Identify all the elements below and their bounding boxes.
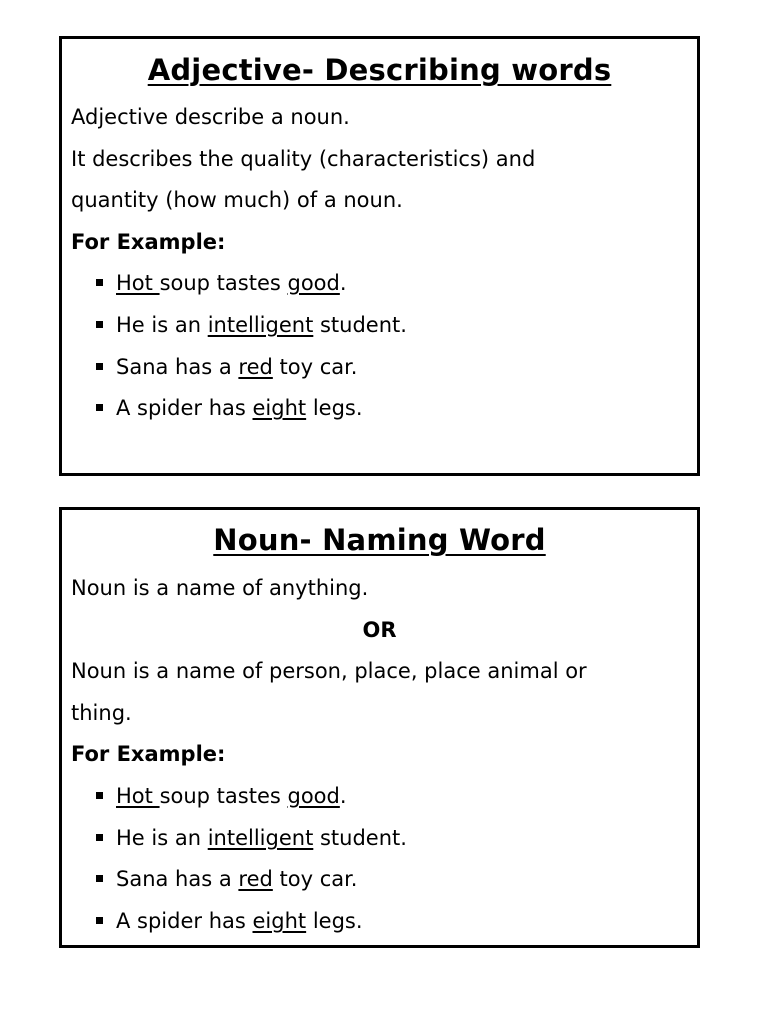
noun-or-separator: OR — [362, 618, 397, 642]
bullet-icon — [96, 834, 103, 841]
underlined-adjective: eight — [252, 396, 307, 420]
adjective-definition-line-1: Adjective describe a noun. — [71, 105, 350, 129]
noun-definition-line-3: thing. — [71, 701, 132, 725]
noun-example-item: He is an intelligent student. — [96, 826, 407, 850]
noun-card — [59, 507, 700, 948]
noun-definition-line-1: Noun is a name of anything. — [71, 576, 369, 600]
noun-example-item: Hot soup tastes good. — [96, 784, 347, 808]
adjective-card — [59, 36, 700, 476]
noun-example-item: Sana has a red toy car. — [96, 867, 357, 891]
noun-card-title: Noun- Naming Word — [213, 523, 546, 557]
adjective-definition-line-2: It describes the quality (characteristics) and — [71, 147, 536, 171]
underlined-word: eight — [252, 909, 307, 933]
bullet-icon — [96, 404, 103, 411]
bullet-icon — [96, 363, 103, 370]
adjective-example-item: Sana has a red toy car. — [96, 355, 357, 379]
noun-example-item: A spider has eight legs. — [96, 909, 363, 933]
bullet-icon — [96, 321, 103, 328]
adjective-definition-line-3: quantity (how much) of a noun. — [71, 188, 403, 212]
underlined-adjective: Hot — [116, 271, 160, 295]
bullet-icon — [96, 917, 103, 924]
adjective-example-item: A spider has eight legs. — [96, 396, 363, 420]
underlined-adjective: intelligent — [207, 313, 314, 337]
noun-definition-line-2: Noun is a name of person, place, place animal or — [71, 659, 587, 683]
underlined-word: intelligent — [207, 826, 314, 850]
underlined-word: good — [287, 784, 340, 808]
bullet-icon — [96, 792, 103, 799]
adjective-example-item: He is an intelligent student. — [96, 313, 407, 337]
adjective-example-item: Hot soup tastes good. — [96, 271, 347, 295]
bullet-icon — [96, 875, 103, 882]
underlined-word: red — [238, 867, 273, 891]
underlined-adjective: red — [238, 355, 273, 379]
adjective-card-title: Adjective- Describing words — [147, 53, 612, 87]
noun-example-heading: For Example: — [71, 742, 226, 766]
underlined-adjective: good — [287, 271, 340, 295]
bullet-icon — [96, 279, 103, 286]
adjective-example-heading: For Example: — [71, 230, 226, 254]
underlined-word: Hot — [116, 784, 160, 808]
